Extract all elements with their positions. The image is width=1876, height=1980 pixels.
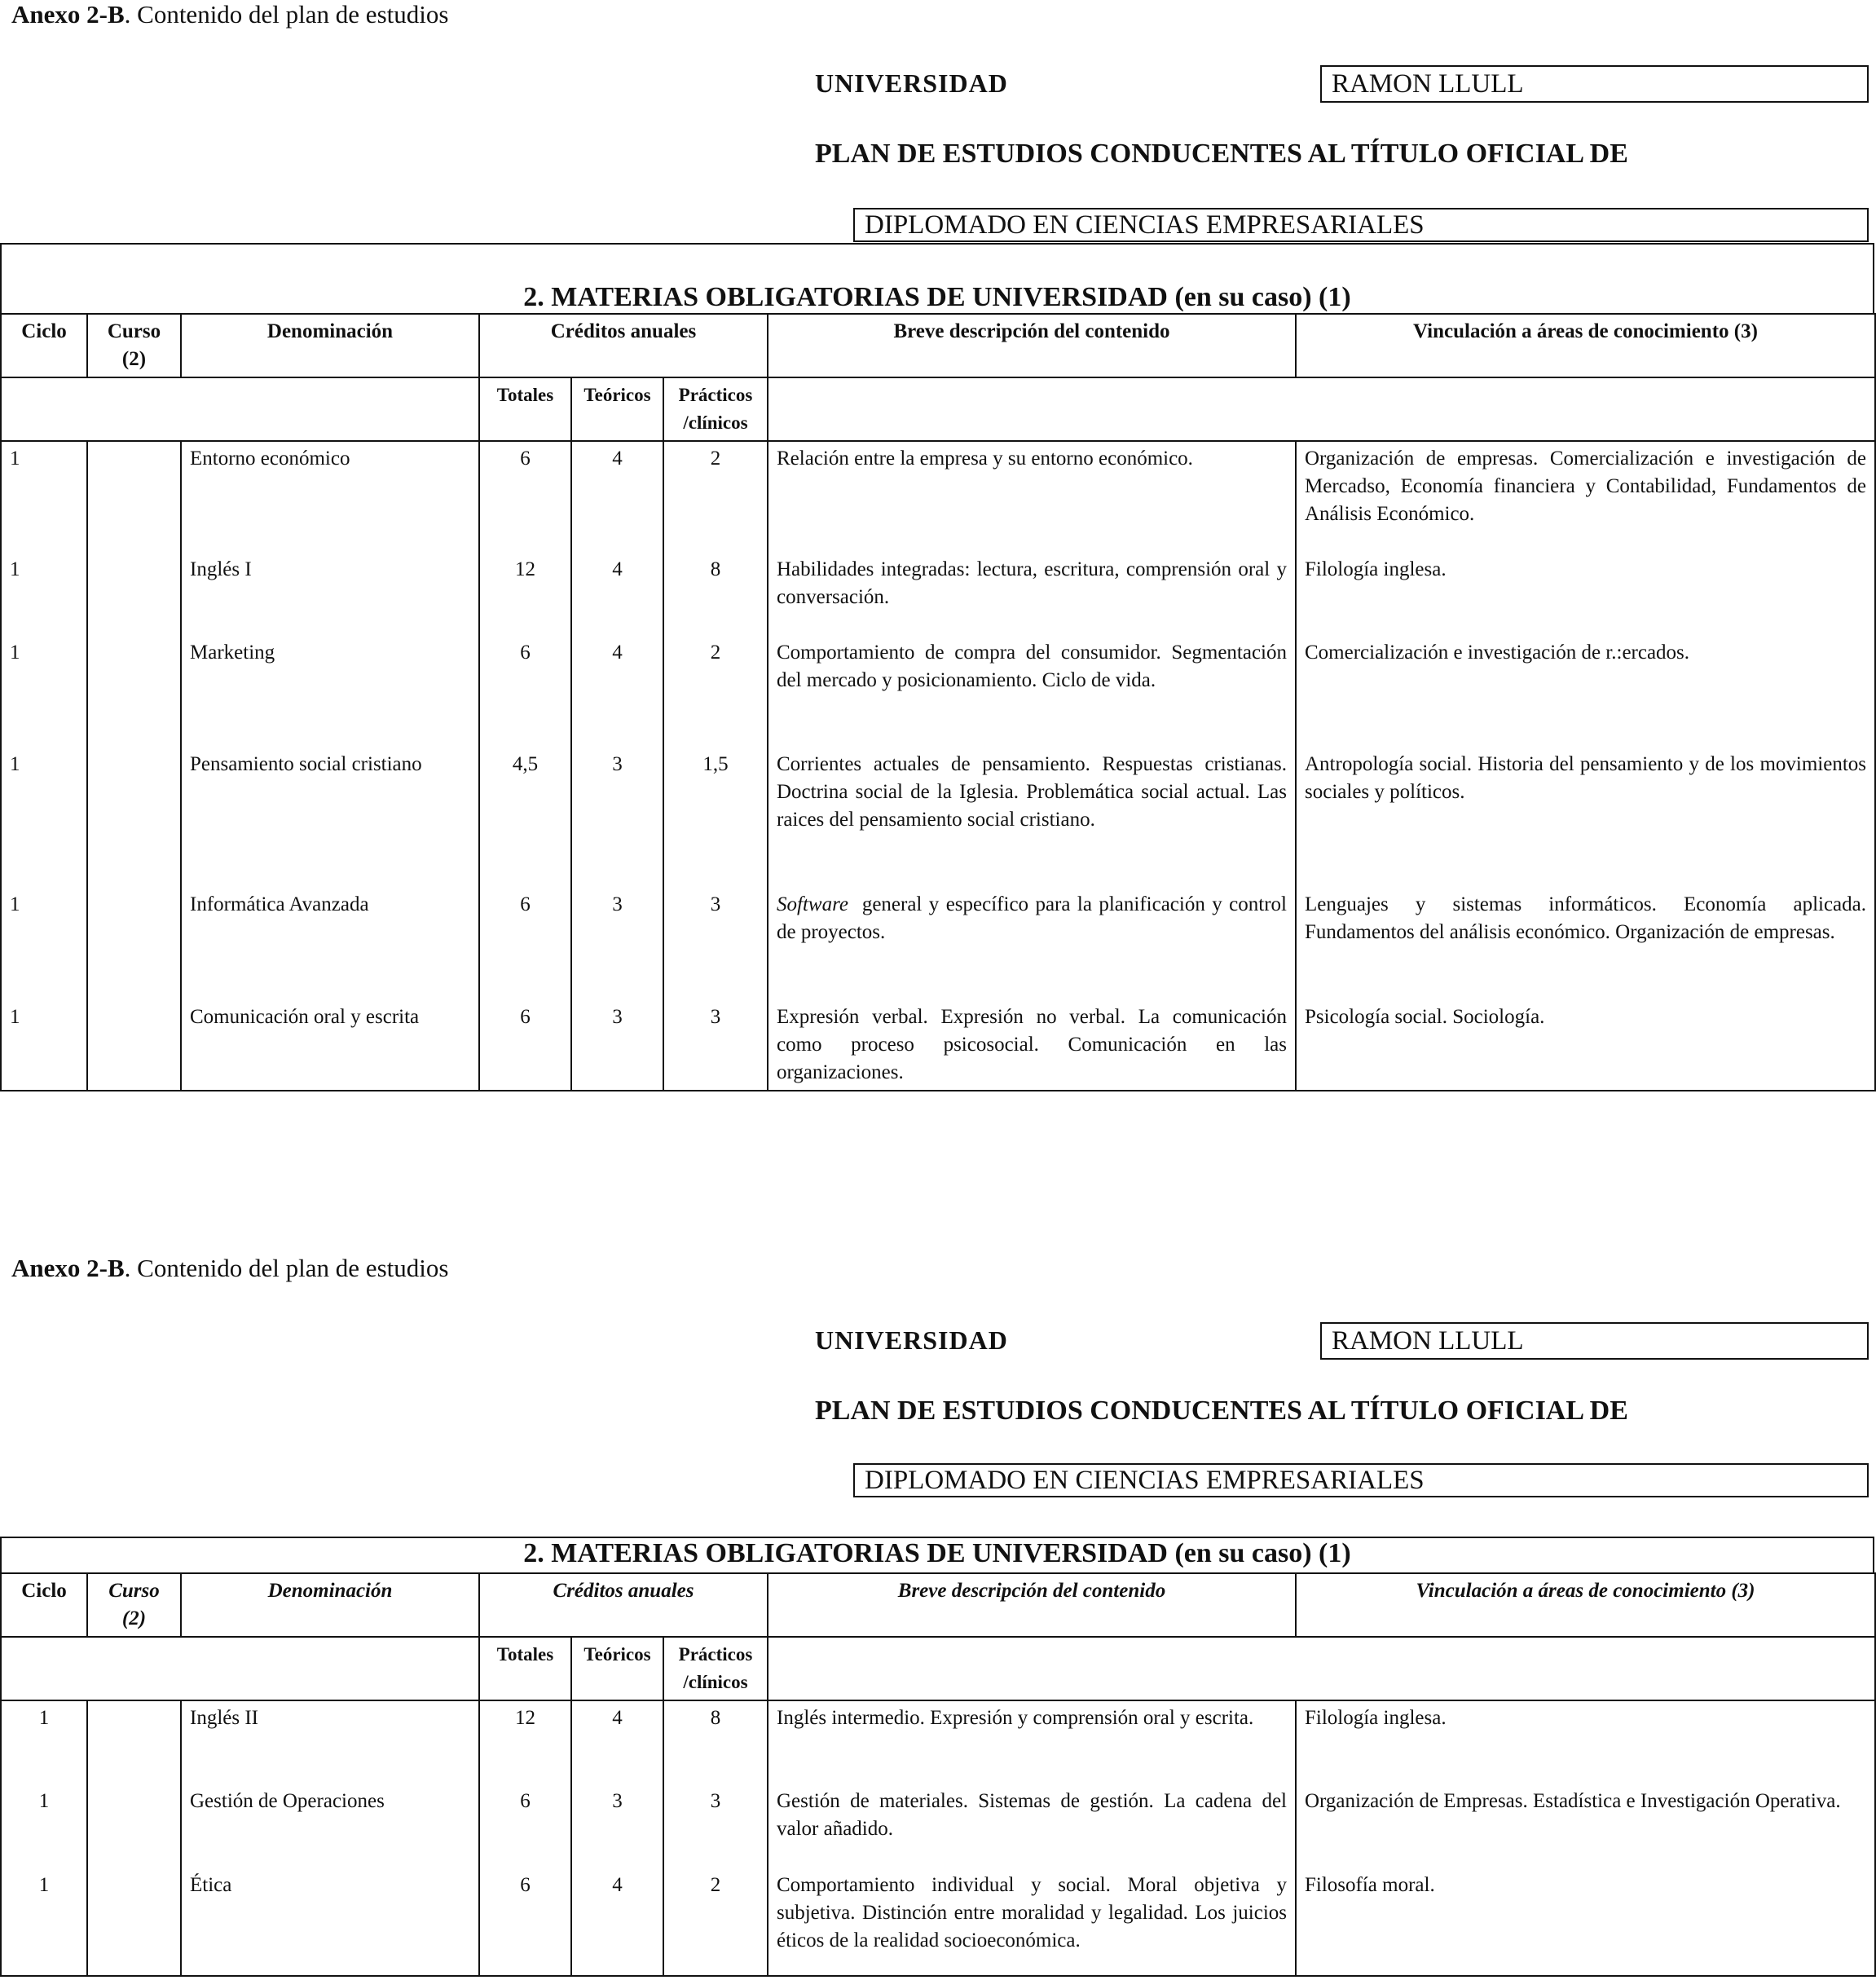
cell-totales: 12 [479, 1700, 571, 1784]
cell-descripcion [768, 888, 1296, 1000]
col-denominacion: Denominación [181, 314, 479, 377]
col-totales: Totales [479, 1637, 571, 1700]
cell-vinculacion: Lenguajes y sistemas informáticos. Economía aplicada. Fundamentos del análisis económico. Organización de empresas. [1296, 888, 1875, 1000]
col-descripcion: Breve descripción del contenido [768, 1573, 1296, 1637]
cell-denominacion: Entorno económico [181, 441, 479, 553]
cell-denominacion: Comunicación oral y escrita [181, 1000, 479, 1091]
col-vinculacion: Vinculación a áreas de conocimiento (3) [1296, 314, 1875, 377]
annex-subtitle: . Contenido del plan de estudios [124, 1254, 449, 1282]
cell-denominacion: Marketing [181, 636, 479, 747]
cell-teoricos: 4 [571, 441, 663, 553]
col-practicos: Prácticos /clínicos [663, 377, 768, 441]
table-row [1, 888, 1875, 1000]
degree-box-2: DIPLOMADO EN CIENCIAS EMPRESARIALES [853, 1463, 1869, 1497]
cell-totales: 6 [479, 1000, 571, 1091]
cell-descripcion: Comportamiento de compra del consumidor. Segmentación del mercado y posicionamiento. Ciclo de vida. [768, 636, 1296, 747]
col-vinculacion: Vinculación a áreas de conocimiento (3) [1296, 1573, 1875, 1637]
cell-vinculacion: Organización de empresas. Comercialización e investigación de Mercadso, Economía financiera y Contabilidad, Fundamentos de Análisis Económico. [1296, 441, 1875, 553]
col-teoricos: Teóricos [571, 1637, 663, 1700]
cell-totales: 12 [479, 553, 571, 636]
blank-subheader [1, 377, 479, 441]
cell-teoricos: 4 [571, 553, 663, 636]
annex-label: Anexo 2-B [11, 1254, 125, 1282]
table-row [1, 1784, 1875, 1868]
cell-ciclo: 1 [1, 1784, 87, 1868]
table-row [1, 441, 1875, 553]
cell-totales: 6 [479, 636, 571, 747]
col-creditos: Créditos anuales [479, 1573, 768, 1637]
university-name-box-1: RAMON LLULL [1320, 65, 1869, 103]
cell-descripcion: Inglés intermedio. Expresión y comprensión oral y escrita. [768, 1700, 1296, 1784]
cell-practicos: 1,5 [663, 747, 768, 888]
cell-practicos: 3 [663, 888, 768, 1000]
cell-descripcion: Corrientes actuales de pensamiento. Respuestas cristianas. Doctrina social de la Iglesia. Problemática social actual. Las raices del pensamiento social cristiano. [768, 747, 1296, 888]
cell-curso [87, 553, 181, 636]
cell-practicos: 3 [663, 1784, 768, 1868]
table-row [1, 553, 1875, 636]
blank-subheader [1, 1637, 479, 1700]
cell-denominacion: Gestión de Operaciones [181, 1784, 479, 1868]
blank-subheader-right [768, 377, 1875, 441]
col-denominacion: Denominación [181, 1573, 479, 1637]
col-ciclo: Ciclo [1, 1573, 87, 1637]
cell-ciclo: 1 [1, 1868, 87, 1976]
col-curso: Curso (2) [87, 1573, 181, 1637]
cell-curso [87, 747, 181, 888]
subheader-row [1, 377, 1875, 441]
cell-teoricos: 4 [571, 636, 663, 747]
cell-curso [87, 888, 181, 1000]
cell-practicos: 8 [663, 1700, 768, 1784]
cell-ciclo: 1 [1, 888, 87, 1000]
section-frame-1 [0, 243, 1874, 315]
cell-totales: 4,5 [479, 747, 571, 888]
cell-teoricos: 3 [571, 747, 663, 888]
section-title-2: 2. MATERIAS OBLIGATORIAS DE UNIVERSIDAD (en su caso) (1) [523, 1538, 1351, 1568]
cell-vinculacion: Filosofía moral. [1296, 1868, 1875, 1976]
cell-ciclo: 1 [1, 553, 87, 636]
cell-totales: 6 [479, 888, 571, 1000]
table-row [1, 1700, 1875, 1784]
header-row [1, 1573, 1875, 1637]
cell-teoricos: 3 [571, 888, 663, 1000]
cell-ciclo: 1 [1, 636, 87, 747]
cell-curso [87, 1784, 181, 1868]
blank-subheader-right [768, 1637, 1875, 1700]
university-label-1: UNIVERSIDAD [815, 68, 1008, 98]
section-title-1: 2. MATERIAS OBLIGATORIAS DE UNIVERSIDAD (en su caso) (1) [523, 282, 1351, 312]
col-descripcion: Breve descripción del contenido [768, 314, 1296, 377]
annex-label: Anexo 2-B [11, 0, 125, 29]
table-row [1, 747, 1875, 888]
cell-ciclo: 1 [1, 1700, 87, 1784]
cell-totales: 6 [479, 441, 571, 553]
col-teoricos: Teóricos [571, 377, 663, 441]
cell-descripcion: Relación entre la empresa y su entorno económico. [768, 441, 1296, 553]
cell-ciclo: 1 [1, 441, 87, 553]
software-term: Software [777, 893, 848, 915]
plan-table-1 [0, 313, 1876, 1091]
plan-title-1: PLAN DE ESTUDIOS CONDUCENTES AL TÍTULO OFICIAL DE [815, 139, 1628, 169]
cell-ciclo: 1 [1, 747, 87, 888]
table-row [1, 1868, 1875, 1976]
cell-teoricos: 4 [571, 1868, 663, 1976]
cell-vinculacion: Organización de Empresas. Estadística e Investigación Operativa. [1296, 1784, 1875, 1868]
cell-practicos: 2 [663, 1868, 768, 1976]
subheader-row [1, 1637, 1875, 1700]
col-practicos: Prácticos /clínicos [663, 1637, 768, 1700]
annex-heading-2 [11, 1254, 448, 1283]
cell-totales: 6 [479, 1784, 571, 1868]
cell-practicos: 3 [663, 1000, 768, 1091]
cell-vinculacion: Filología inglesa. [1296, 553, 1875, 636]
cell-teoricos: 3 [571, 1784, 663, 1868]
cell-curso [87, 1700, 181, 1784]
cell-vinculacion: Comercialización e investigación de r.:ercados. [1296, 636, 1875, 747]
cell-curso [87, 636, 181, 747]
cell-denominacion: Inglés I [181, 553, 479, 636]
header-row [1, 314, 1875, 377]
cell-descripcion: Expresión verbal. Expresión no verbal. La comunicación como proceso psicosocial. Comunicación en las organizaciones. [768, 1000, 1296, 1091]
cell-descripcion: Gestión de materiales. Sistemas de gestión. La cadena del valor añadido. [768, 1784, 1296, 1868]
cell-denominacion: Informática Avanzada [181, 888, 479, 1000]
cell-vinculacion: Antropología social. Historia del pensamiento y de los movimientos sociales y políticos. [1296, 747, 1875, 888]
cell-descripcion: Comportamiento individual y social. Moral objetiva y subjetiva. Distinción entre moralidad y legalidad. Los juicios éticos de la realidad socioeconómica. [768, 1868, 1296, 1976]
table-row [1, 636, 1875, 747]
plan-title-2: PLAN DE ESTUDIOS CONDUCENTES AL TÍTULO OFICIAL DE [815, 1396, 1628, 1426]
university-label-2: UNIVERSIDAD [815, 1325, 1008, 1355]
cell-ciclo: 1 [1, 1000, 87, 1091]
cell-practicos: 2 [663, 636, 768, 747]
col-ciclo: Ciclo [1, 314, 87, 377]
cell-denominacion: Ética [181, 1868, 479, 1976]
col-curso: Curso (2) [87, 314, 181, 377]
cell-totales: 6 [479, 1868, 571, 1976]
descripcion-text: general y específico para la planificación y control de proyectos. [777, 893, 1287, 943]
plan-table-2 [0, 1572, 1876, 1977]
cell-teoricos: 4 [571, 1700, 663, 1784]
annex-subtitle: . Contenido del plan de estudios [124, 0, 449, 29]
section-frame-2 [0, 1537, 1874, 1574]
cell-practicos: 8 [663, 553, 768, 636]
cell-denominacion: Inglés II [181, 1700, 479, 1784]
cell-vinculacion: Filología inglesa. [1296, 1700, 1875, 1784]
university-name-box-2: RAMON LLULL [1320, 1322, 1869, 1360]
cell-practicos: 2 [663, 441, 768, 553]
cell-descripcion: Habilidades integradas: lectura, escritura, comprensión oral y conversación. [768, 553, 1296, 636]
table-row [1, 1000, 1875, 1091]
col-totales: Totales [479, 377, 571, 441]
cell-denominacion: Pensamiento social cristiano [181, 747, 479, 888]
cell-curso [87, 1000, 181, 1091]
cell-vinculacion: Psicología social. Sociología. [1296, 1000, 1875, 1091]
cell-teoricos: 3 [571, 1000, 663, 1091]
col-creditos: Créditos anuales [479, 314, 768, 377]
cell-curso [87, 441, 181, 553]
degree-box-1: DIPLOMADO EN CIENCIAS EMPRESARIALES [853, 208, 1869, 242]
cell-curso [87, 1868, 181, 1976]
annex-heading-1 [11, 0, 448, 29]
